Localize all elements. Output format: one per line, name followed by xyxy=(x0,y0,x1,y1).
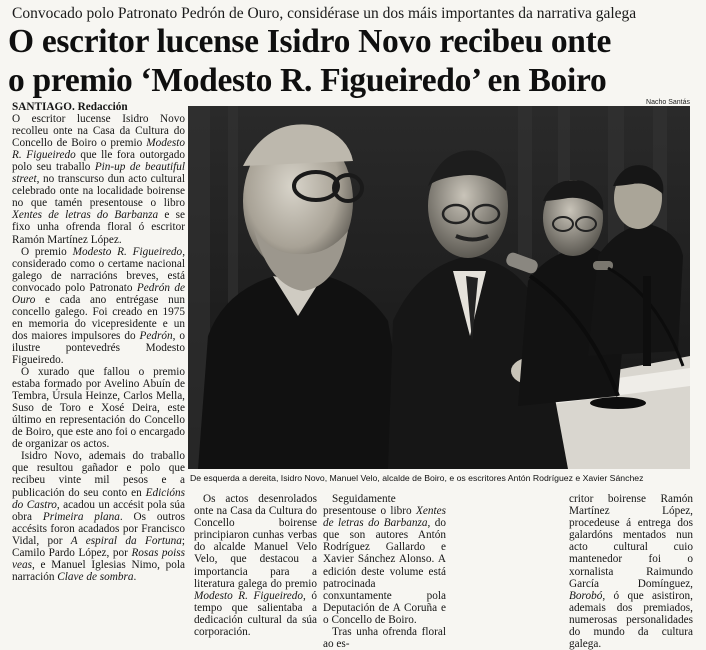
photo-credit: Nacho Santás xyxy=(646,99,690,106)
text-run: Pin-up de beautiful street xyxy=(12,161,186,186)
article-column-4 xyxy=(569,493,693,650)
text-run: Xentes de letras do Barbanza xyxy=(12,209,159,222)
text-run: , o ilustre pontevedrés Modesto Figueiredo. xyxy=(12,329,185,366)
text-run: , acadou un accésit pola súa obra xyxy=(12,498,186,523)
paragraph-4 xyxy=(12,450,185,583)
text-run: Primeira plana xyxy=(42,510,120,523)
text-run: ; Camilo Pardo López, por xyxy=(12,534,185,559)
text-run: e cada ano entrégase nun concello galego. Foi creado en 1975 en memoria do vicepresidente e un dos maiores impulsores do xyxy=(12,293,185,342)
text-run: , do que son autores Antón Rodríguez Gallardo e Xavier Sánchez Alonso. A edición deste volume está patrocinada conxuntamente pola Deputación de A Coruña e o Concello de Boiro. xyxy=(323,517,446,626)
text-run: Modesto R. Figueiredo xyxy=(72,245,183,258)
text-run: O escritor lucense Isidro Novo recolleu onte na Casa da Cultura do Concello de Boiro o premio xyxy=(12,113,185,150)
text-run: critor boirense Ramón Martínez López, procedeuse á entrega dos galardóns mentados nun acto cultural cuio mantenedor foi o xornalista Raimundo García Domínguez, xyxy=(569,493,693,590)
text-run: Rosas poiss veas xyxy=(12,546,185,571)
paragraph-1 xyxy=(12,101,185,246)
text-run: Borobó xyxy=(569,589,603,602)
text-run: , ó tempo que salientaba a dedicación cultural da súa corporación. xyxy=(194,589,318,639)
text-run: Seguidamente presentouse o libro xyxy=(323,493,416,518)
paragraph-3: O xurado que fallou o premio estaba formado por Avelino Abuín de Tembra, Úrsula Heinze, Carlos Mella, Suso de Toro e Xosé Deira, este último en representación do Concello de Boiro, que este ano foi o encargado de organizar os actos. xyxy=(12,366,185,451)
text-run: . xyxy=(133,570,137,583)
text-run: , e Manuel Iglesias Nimo, pola narración xyxy=(12,558,185,583)
paragraph xyxy=(569,493,693,650)
text-run: Edicións do Castro xyxy=(12,486,185,511)
text-run: A espiral da Fortuna xyxy=(70,534,182,547)
text-run: O premio xyxy=(21,245,73,258)
text-run: . Os outros accésits foron acadados por Francisco Vidal, por xyxy=(12,510,185,547)
text-run: Pedrón xyxy=(139,329,173,342)
article-column-left xyxy=(12,101,185,607)
text-run: Pedrón de Ouro xyxy=(12,281,185,306)
text-run: , no transcurso dun acto cultural celebrado onte na localidade boirense no que tamén presentouse o libro xyxy=(12,173,185,210)
headline xyxy=(8,22,700,100)
paragraph: Tras unha ofrenda floral ao es- xyxy=(323,626,446,650)
article-column-3 xyxy=(323,493,446,650)
headline-line-1: O escritor lucense Isidro Novo recibeu onte xyxy=(8,23,612,60)
text-run: Modesto R. Figueiredo xyxy=(12,137,185,162)
press-photo xyxy=(188,106,690,469)
text-run: Os actos desenrolados onte na Casa da Cultura do Concello boirense principiaron cunhas verbas do alcalde Manuel Velo Velo, que destacou a importancia para a literatura galega do premio xyxy=(194,493,317,590)
text-run: , considerado como o certame nacional galego de narracións breves, está convocado polo Patronato xyxy=(12,245,185,294)
text-run: que lle fora outorgado polo seu traballo xyxy=(12,149,185,174)
kicker-subheadline: Convocado polo Patronato Pedrón de Ouro, considérase un dos máis importantes da narrativa galega xyxy=(12,5,637,22)
text-run: Xentes de letras do Barbanza xyxy=(323,505,446,530)
text-run: Modesto R. Figueiredo xyxy=(194,589,304,602)
headline-line-2: o premio ‘Modesto R. Figueiredo’ en Boiro xyxy=(8,62,607,99)
photo-illustration xyxy=(188,106,690,469)
paragraph xyxy=(194,493,317,638)
paragraph xyxy=(323,493,446,626)
article-column-2 xyxy=(194,493,318,639)
text-run: Isidro Novo, ademais do traballo que resultou gañador e polo que recibeu vinte mil pesos e a publicación do seu conto en xyxy=(12,450,185,499)
text-run: e se fixo unha ofrenda floral ó escritor Ramón Martínez López. xyxy=(12,209,186,246)
paragraph-2 xyxy=(12,246,185,366)
text-run: Clave de sombra xyxy=(57,570,134,583)
photo-caption: De esquerda a dereita, Isidro Novo, Manuel Velo, alcalde de Boiro, e os escritores Antón Rodríguez e Xavier Sánchez xyxy=(190,473,644,483)
text-run: , ó que asistiron, ademais dos premiados, numerosas personalidades do mundo da cultura galega. xyxy=(569,589,693,650)
dateline: SANTIAGO. Redacción xyxy=(12,101,128,113)
